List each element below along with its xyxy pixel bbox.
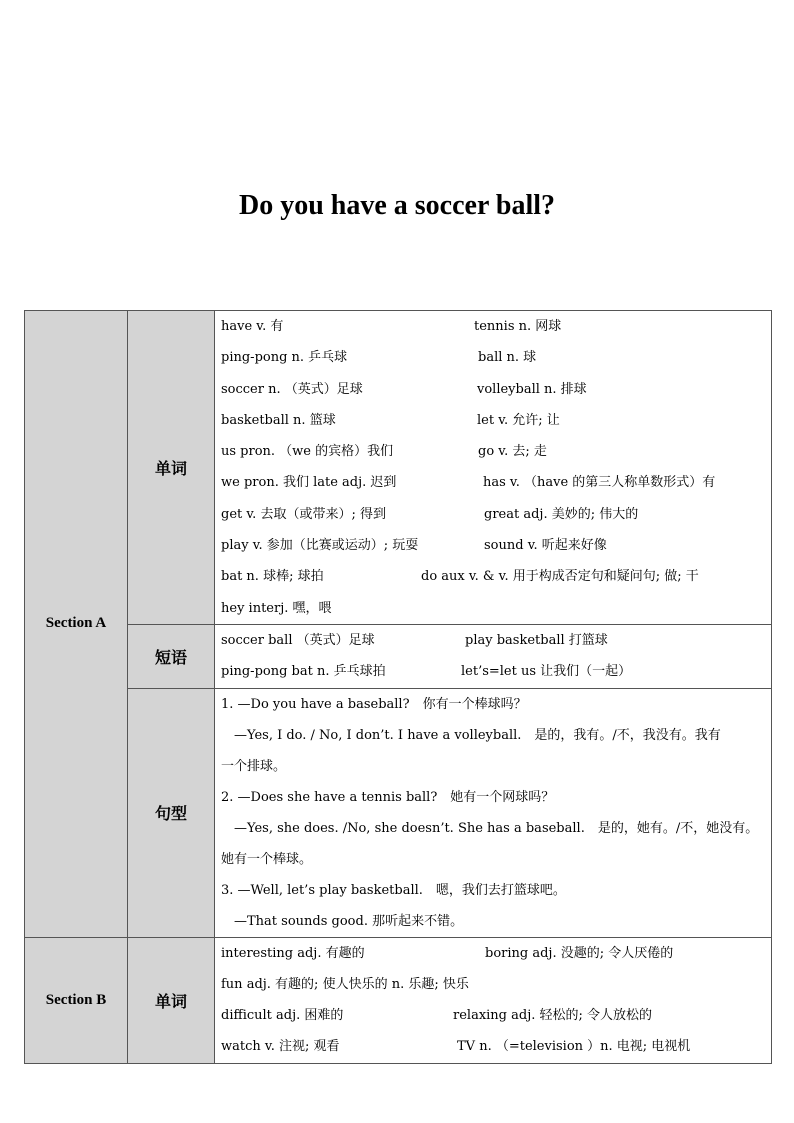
word-right: do aux v. & v. 用于构成否定句和疑问句; 做; 干 <box>421 569 699 585</box>
phrase-left: soccer ball （英式）足球 <box>221 632 375 648</box>
word-left: bat n. 球棒; 球拍 <box>221 569 324 585</box>
list-item <box>221 374 769 405</box>
word-left: soccer n. （英式）足球 <box>221 381 363 397</box>
word-right: has v. （have 的第三人称单数形式）有 <box>483 475 716 491</box>
list-item <box>221 530 769 561</box>
word-left: play v. 参加（比赛或运动）; 玩耍 <box>221 538 419 554</box>
table-row <box>25 937 772 1063</box>
list-item <box>221 1000 769 1031</box>
word-left: basketball n. 篮球 <box>221 412 336 428</box>
page-title: Do you have a soccer ball? <box>238 190 556 221</box>
list-item <box>221 467 769 498</box>
word-right: great adj. 美妙的; 伟大的 <box>484 506 639 522</box>
section-a-sentences-cell <box>215 688 772 937</box>
word-left: difficult adj. 困难的 <box>221 1008 344 1024</box>
words-label: 单词 <box>128 937 215 1063</box>
word-right: boring adj. 没趣的; 令人厌倦的 <box>485 945 674 961</box>
word-right: let v. 允许; 让 <box>477 412 560 428</box>
list-item <box>221 342 769 373</box>
table-row <box>25 688 772 937</box>
list-item <box>221 311 769 342</box>
table-row <box>25 311 772 625</box>
word-left: hey interj. 嘿，喂 <box>221 600 332 616</box>
sentence-line: —Yes, she does. /No, she doesn’t. She has a baseball. 是的，她有。/不，她没有。 <box>221 820 759 836</box>
sentence-line: 1. —Do you have a baseball? 你有一个棒球吗？ <box>221 696 527 712</box>
word-left: interesting adj. 有趣的 <box>221 945 365 961</box>
table-row <box>25 624 772 688</box>
sentence-patterns-label: 句型 <box>128 688 215 937</box>
word-left: we pron. 我们 late adj. 迟到 <box>221 475 397 491</box>
section-b-words-cell <box>215 937 772 1063</box>
word-right: TV n. （=television ）n. 电视; 电视机 <box>457 1039 691 1055</box>
word-left: us pron. （we 的宾格）我们 <box>221 444 394 460</box>
sentence-line: 一个排球。 <box>221 758 287 774</box>
word-left: have v. 有 <box>221 319 284 334</box>
phrases-label: 短语 <box>128 624 215 688</box>
list-item <box>221 1031 769 1062</box>
word-left: watch v. 注视; 观看 <box>221 1039 340 1055</box>
phrase-right: play basketball 打篮球 <box>465 632 608 648</box>
word-right: relaxing adj. 轻松的; 令人放松的 <box>453 1008 653 1024</box>
word-left: fun adj. 有趣的; 使人快乐的 n. 乐趣; 快乐 <box>221 976 469 992</box>
section-a-label: Section A <box>25 311 128 938</box>
vocabulary-table <box>24 310 772 1064</box>
word-right: volleyball n. 排球 <box>477 381 587 397</box>
list-item <box>221 969 769 1000</box>
section-a-phrases-cell <box>215 624 772 688</box>
phrase-right: let’s=let us 让我们（一起） <box>461 664 632 680</box>
list-item <box>221 405 769 436</box>
word-left: get v. 去取（或带来）; 得到 <box>221 506 386 522</box>
section-b-label: Section B <box>25 937 128 1063</box>
word-right: go v. 去; 走 <box>478 444 547 460</box>
list-item <box>221 436 769 467</box>
phrase-left: ping-pong bat n. 乒乓球拍 <box>221 664 386 680</box>
word-right: sound v. 听起来好像 <box>484 538 607 554</box>
list-item <box>221 561 769 592</box>
sentence-line: —That sounds good. 那听起来不错。 <box>221 913 464 929</box>
sentence-line: 她有一个棒球。 <box>221 851 313 867</box>
section-a-words-cell <box>215 311 772 625</box>
list-item <box>221 593 769 624</box>
sentence-line: 3. —Well, let’s play basketball. 嗯，我们去打篮球吧。 <box>221 882 566 898</box>
word-right: tennis n. 网球 <box>474 319 562 334</box>
words-label: 单词 <box>128 311 215 625</box>
sentence-line: —Yes, I do. / No, I don’t. I have a volleyball. 是的，我有。/不，我没有。我有 <box>221 727 721 743</box>
list-item <box>221 938 769 969</box>
word-right: ball n. 球 <box>478 350 537 366</box>
list-item <box>221 656 769 687</box>
list-item <box>221 625 769 656</box>
word-left: ping-pong n. 乒乓球 <box>221 350 348 366</box>
list-item <box>221 499 769 530</box>
sentence-line: 2. —Does she have a tennis ball? 她有一个网球吗？ <box>221 789 555 805</box>
